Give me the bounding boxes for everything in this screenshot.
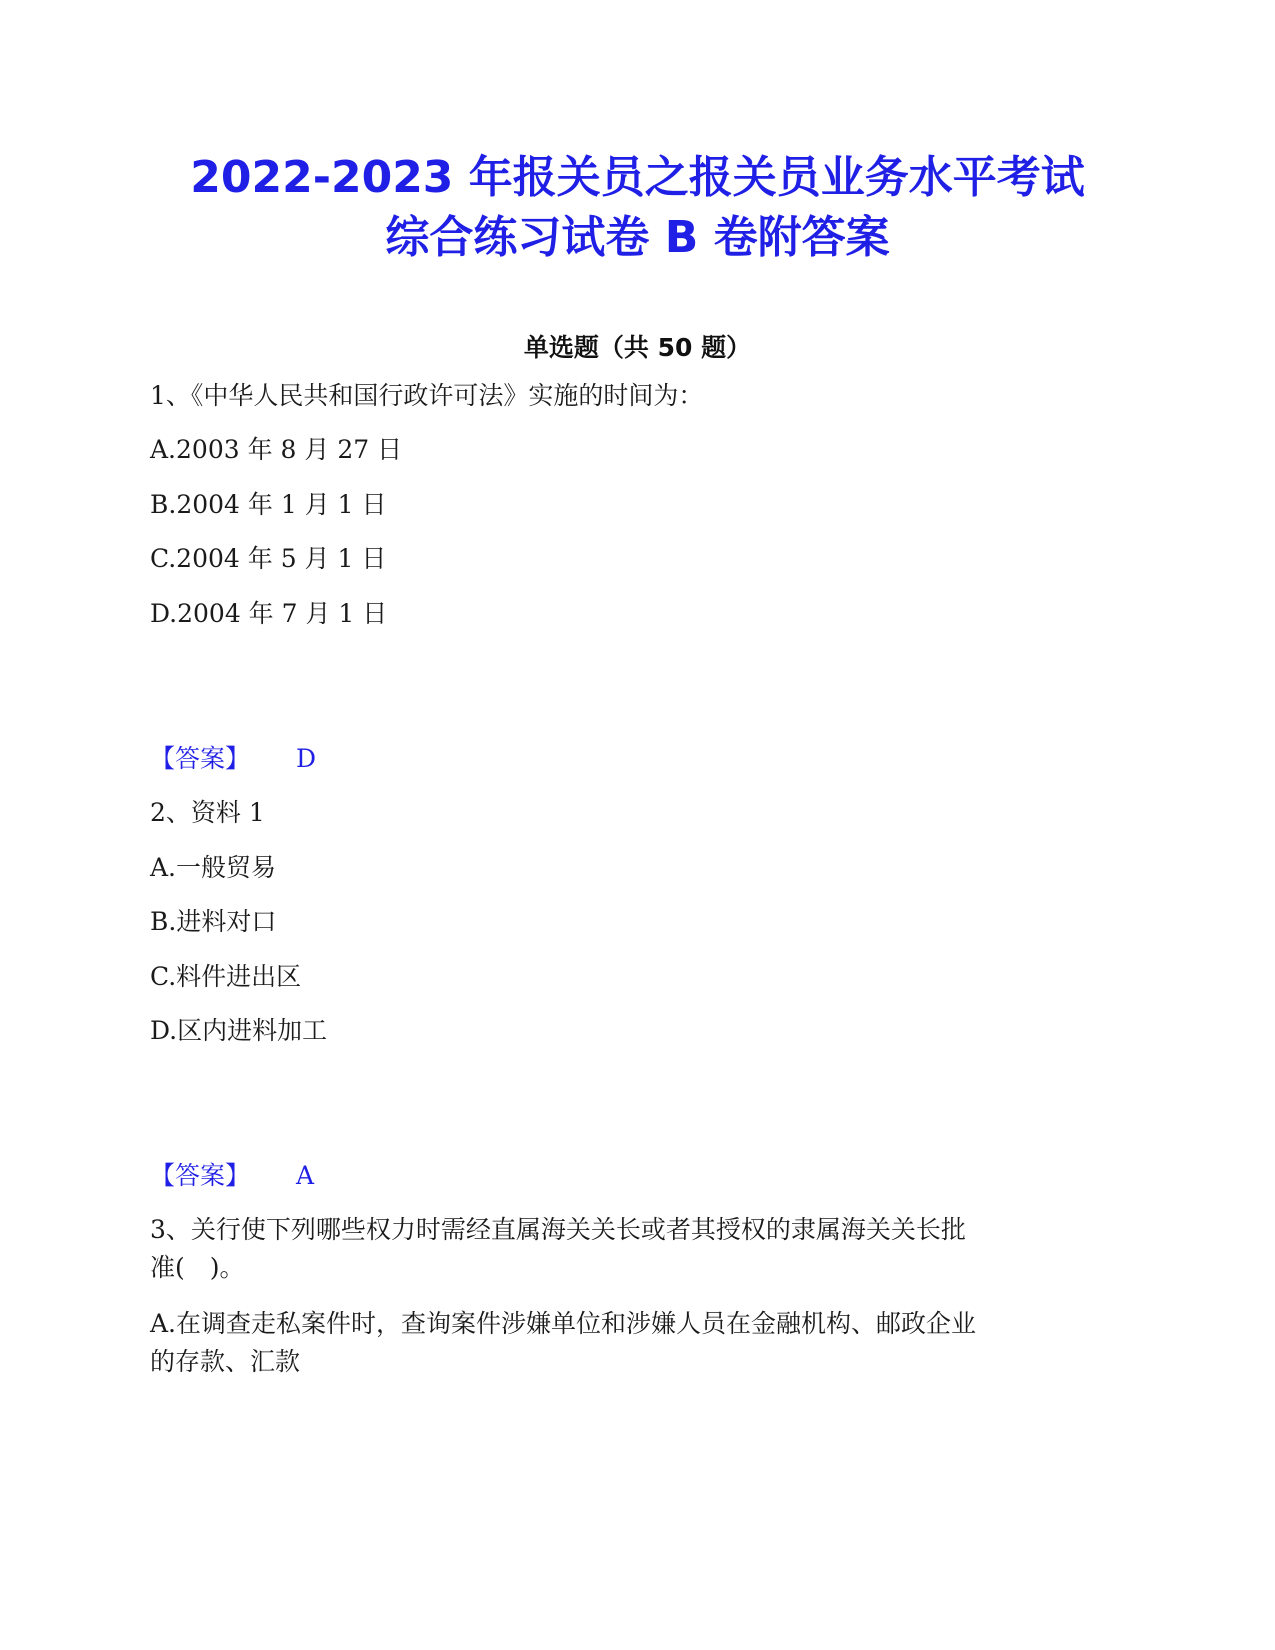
answer-label: 【答案】 — [150, 744, 251, 773]
document-title — [100, 148, 1175, 268]
question-3-stem-line-2: 准( )。 — [150, 1253, 245, 1282]
section-heading: 单选题（共 50 题） — [523, 333, 752, 362]
question-2-option-d: D.区内进料加工 — [150, 1016, 328, 1045]
title-line-1: 2022-2023 年报关员之报关员业务水平考试 — [190, 152, 1085, 203]
title-line-2: 综合练习试卷 B 卷附答案 — [385, 212, 890, 263]
question-1-option-a: A.2003 年 8 月 27 日 — [150, 435, 403, 464]
question-1-option-c: C.2004 年 5 月 1 日 — [150, 544, 387, 573]
answer-label: 【答案】 — [150, 1161, 251, 1190]
question-1-option-d: D.2004 年 7 月 1 日 — [150, 599, 388, 628]
question-2-option-c: C.料件进出区 — [150, 962, 302, 991]
answer-value: D — [296, 744, 317, 773]
question-3-option-a-line-2: 的存款、汇款 — [150, 1347, 301, 1376]
question-1-stem: 1、《中华人民共和国行政许可法》实施的时间为： — [150, 381, 704, 410]
question-1-answer — [150, 740, 316, 778]
question-3-stem-line-1: 3、关行使下列哪些权力时需经直属海关关长或者其授权的隶属海关关长批 — [150, 1215, 966, 1244]
question-1-option-b: B.2004 年 1 月 1 日 — [150, 490, 387, 519]
question-2-answer — [150, 1157, 314, 1195]
answer-value: A — [296, 1161, 315, 1190]
question-2-option-a: A.一般贸易 — [150, 853, 277, 882]
question-2-stem: 2、资料 1 — [150, 798, 265, 827]
question-3-option-a-line-1: A.在调查走私案件时，查询案件涉嫌单位和涉嫌人员在金融机构、邮政企业 — [150, 1309, 977, 1338]
question-2-option-b: B.进料对口 — [150, 907, 277, 936]
